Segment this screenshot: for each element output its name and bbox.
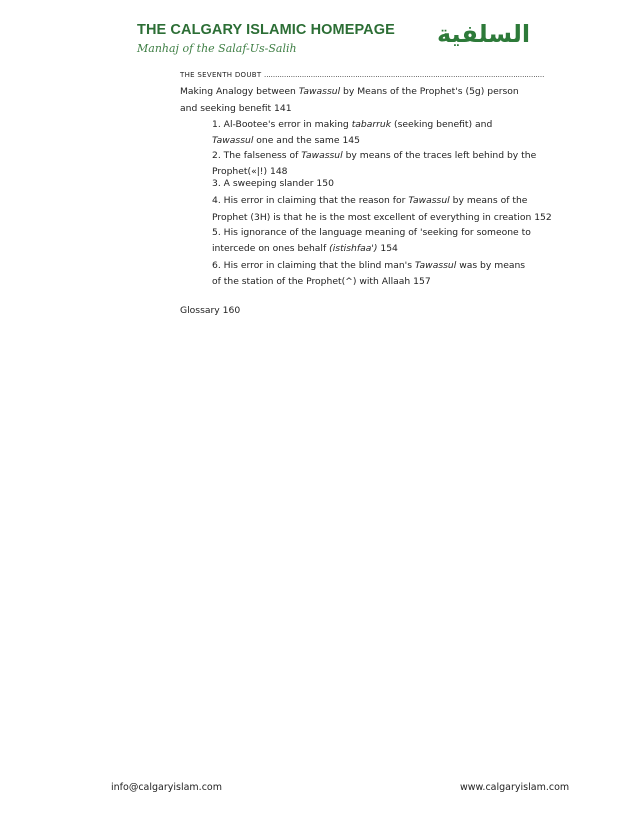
toc-item-4-line-2: Prophet (3H) is that he is the most excellent of everything in creation 152 xyxy=(212,212,552,223)
toc-doubt-heading xyxy=(180,71,545,79)
section-emphasis: Tawassul xyxy=(298,86,341,97)
site-subtitle: Manhaj of the Salaf-Us-Salih xyxy=(137,42,297,55)
item-emphasis: Tawassul xyxy=(212,135,254,146)
toc-glossary: Glossary 160 xyxy=(180,305,241,316)
item-text: 6. His error in claiming that the blind man's xyxy=(212,260,415,271)
toc-item-5-line-2 xyxy=(212,243,398,255)
footer-email: info@calgaryislam.com xyxy=(111,782,222,793)
toc-item-1-line-1 xyxy=(212,119,492,131)
item-text: 2. The falseness of xyxy=(212,150,302,161)
item-emphasis: (istishfaa') xyxy=(329,243,378,254)
site-title: THE CALGARY ISLAMIC HOMEPAGE xyxy=(137,22,395,38)
item-text: 1. Al-Bootee's error in making xyxy=(212,119,352,130)
toc-item-6-line-2: of the station of the Prophet(^) with Allaah 157 xyxy=(212,276,431,287)
arabic-logo: السلفية xyxy=(437,20,531,48)
item-text: (seeking benefit) and xyxy=(391,119,493,130)
item-text: by means of the traces left behind by the xyxy=(342,150,537,161)
item-emphasis: tabarruk xyxy=(351,119,392,130)
footer-website: www.calgaryislam.com xyxy=(460,782,570,793)
toc-item-5-line-1: 5. His ignorance of the language meaning of 'seeking for someone to xyxy=(212,227,531,238)
section-text: Making Analogy between xyxy=(180,86,299,97)
toc-item-1-line-2 xyxy=(212,135,360,147)
doubt-leader-dots: .............................................................................................................................. xyxy=(264,71,545,79)
toc-item-6-line-1 xyxy=(212,260,525,272)
toc-item-4-line-1 xyxy=(212,195,527,207)
item-emphasis: Tawassul xyxy=(414,260,457,271)
doubt-title: THE SEVENTH DOUBT xyxy=(180,71,262,79)
item-text: one and the same 145 xyxy=(253,135,360,146)
item-text: 4. His error in claiming that the reason for xyxy=(212,195,409,206)
toc-item-2-line-2: Prophet(«|!) 148 xyxy=(212,166,288,177)
item-text: by means of the xyxy=(449,195,528,206)
item-emphasis: Tawassul xyxy=(408,195,450,206)
item-text: intercede on ones behalf xyxy=(212,243,330,254)
toc-section-line-2: and seeking benefit 141 xyxy=(180,103,292,114)
toc-section-line-1 xyxy=(180,86,519,98)
item-text: was by means xyxy=(456,260,526,271)
toc-item-2-line-1 xyxy=(212,150,536,162)
toc-item-3: 3. A sweeping slander 150 xyxy=(212,178,334,189)
section-text: by Means of the Prophet's (5g) person xyxy=(340,86,519,97)
item-emphasis: Tawassul xyxy=(301,150,343,161)
item-text: 154 xyxy=(377,243,398,254)
